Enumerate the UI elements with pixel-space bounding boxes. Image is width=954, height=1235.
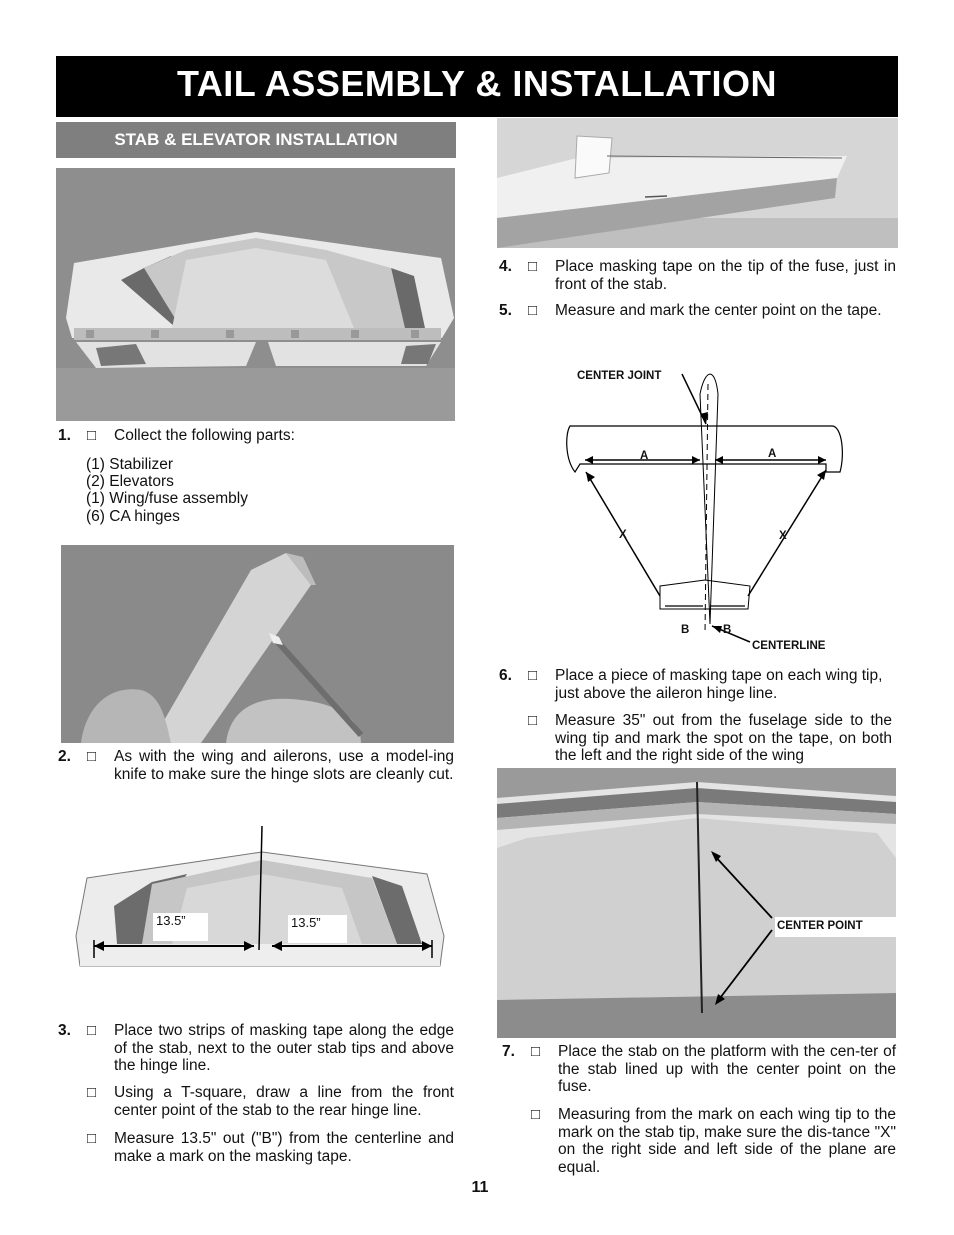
list-item: (2) Elevators (86, 473, 174, 491)
step-text: As with the wing and ailerons, use a model-ing knife to make sure the hinge slots are cleanly cut. (114, 748, 454, 783)
step-1 (58, 427, 456, 447)
center-point-illustration (497, 768, 896, 1038)
dimension-label-left: 13.5” (153, 913, 208, 941)
step-7-checkbox[interactable]: □ (531, 1043, 541, 1060)
list-item: (1) Stabilizer (86, 456, 174, 473)
page-title: TAIL ASSEMBLY & INSTALLATION (56, 56, 898, 117)
b-right-label: B (723, 624, 732, 636)
step-7-sub1-checkbox[interactable]: □ (531, 1106, 541, 1123)
step-number: 4. (499, 258, 512, 275)
stab-parts-illustration (56, 168, 455, 421)
center-point-label: CENTER POINT (775, 917, 896, 937)
stab-dimension-drawing (72, 826, 447, 971)
step-5-checkbox[interactable]: □ (528, 302, 538, 319)
center-joint-label: CENTER JOINT (577, 370, 662, 382)
step-subtext: Using a T-square, draw a line from the front center point of the stab to the rear hinge line. (114, 1084, 454, 1119)
step-3-sub1-checkbox[interactable]: □ (87, 1084, 97, 1101)
step-4 (499, 258, 897, 298)
step-number: 3. (58, 1022, 71, 1039)
step-text: Place two strips of masking tape along the edge of the stab, next to the outer stab tips and above the hinge line. (114, 1022, 454, 1074)
step-6-sub1-checkbox[interactable]: □ (528, 712, 538, 729)
step-6-checkbox[interactable]: □ (528, 667, 538, 684)
fuse-tip-illustration (497, 118, 898, 248)
list-item: (1) Wing/fuse assembly (86, 490, 248, 508)
dimension-label-right: 13.5” (288, 915, 347, 943)
fuse-tip-photo (497, 118, 898, 248)
a-right-label: A (768, 448, 777, 460)
step-1-checkbox[interactable]: □ (87, 427, 97, 444)
step-3-checkbox[interactable]: □ (87, 1022, 97, 1039)
step-7 (502, 1043, 897, 1178)
list-item: (6) CA hinges (86, 507, 180, 525)
section-title: STAB & ELEVATOR INSTALLATION (56, 122, 456, 158)
step-subtext: Measure 35" out from the fuselage side to the wing tip and mark the spot on the tape, on both the left and the right side of the wing (555, 712, 892, 764)
step-number: 5. (499, 302, 512, 319)
a-left-label: A (640, 450, 649, 462)
step-text: Place masking tape on the tip of the fuse, just in front of the stab. (555, 258, 896, 293)
step-text: Collect the following parts: (114, 427, 295, 444)
b-left-label: B (681, 624, 690, 636)
center-point-photo (497, 768, 896, 1038)
step-text: Measure and mark the center point on the tape. (555, 302, 882, 319)
step-number: 7. (502, 1043, 515, 1060)
step-5 (499, 302, 897, 342)
step-6 (499, 667, 897, 767)
step-number: 6. (499, 667, 512, 684)
step-3-sub2-checkbox[interactable]: □ (87, 1130, 97, 1147)
step-4-checkbox[interactable]: □ (528, 258, 538, 275)
step-subtext: Measuring from the mark on each wing tip to the mark on the stab tip, make sure the dis-tance "X" on the right side and left side of the plane are equal. (558, 1106, 896, 1176)
stab-parts-photo (56, 168, 455, 421)
x-right-label: X (779, 530, 787, 542)
page-number: 11 (471, 1179, 489, 1196)
step-subtext: Measure 13.5" out ("B") from the centerline and make a mark on the masking tape. (114, 1130, 454, 1165)
hinge-slot-illustration (61, 545, 454, 743)
stab-dimension-figure (72, 826, 447, 971)
hinge-slot-photo (61, 545, 454, 743)
step-text: Place a piece of masking tape on each wing tip, just above the aileron hinge line. (555, 667, 883, 702)
step-2-checkbox[interactable]: □ (87, 748, 97, 765)
step-text: Place the stab on the platform with the cen-ter of the stab lined up with the center point on the fuse. (558, 1043, 896, 1095)
alignment-diagram-drawing (560, 364, 870, 664)
x-left-label: X (619, 529, 627, 541)
step-number: 2. (58, 748, 71, 765)
step-2 (58, 748, 456, 804)
alignment-diagram (560, 364, 870, 664)
step-3 (58, 1022, 456, 1172)
parts-list (86, 456, 346, 525)
step-number: 1. (58, 427, 71, 444)
centerline-label: CENTERLINE (752, 640, 826, 652)
